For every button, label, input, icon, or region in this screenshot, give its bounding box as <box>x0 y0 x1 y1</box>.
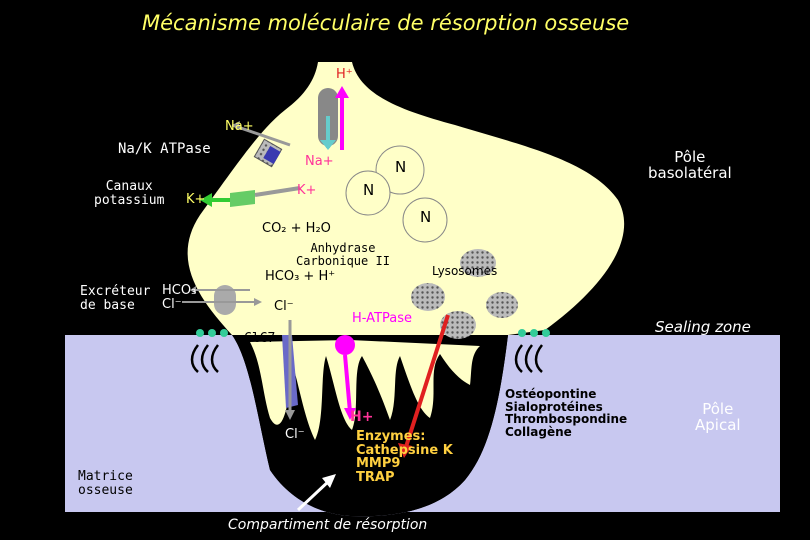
matrix-proteins-label: Ostéopontine Sialoprotéines Thrombospondine Collagène <box>505 387 628 439</box>
na-plus-top-label: Na+ <box>225 119 254 134</box>
na-k-atpase-label: Na/K ATPase <box>118 141 211 157</box>
co2-h2o-label: CO₂ + H₂O <box>262 221 331 236</box>
lysosome-2 <box>411 283 445 311</box>
lysosomes-label: Lysosomes <box>432 264 498 278</box>
potassium-channels-label: Canaux potassium <box>94 179 165 208</box>
resorption-compartment-label: Compartiment de résorption <box>228 517 428 533</box>
h-atpase-label: H-ATPase <box>352 311 412 326</box>
nucleus-1-label: N <box>395 158 407 176</box>
diagram-title: Mécanisme moléculaire de résorption osseuse <box>142 11 630 35</box>
acid-exporter-label: Excréteur d'acide <box>232 65 303 94</box>
h-plus-bottom-label: H+ <box>350 409 374 425</box>
hco3-left-label: HCO₃ <box>162 283 197 298</box>
enzymes-label: Enzymes: Cathepsine K MMP9 TRAP <box>356 429 453 485</box>
na-plus-mid-label: Na+ <box>305 154 334 169</box>
k-plus-mid-label: K+ <box>297 183 317 198</box>
clc7-label: ClC7 <box>244 331 276 346</box>
apical-pole-label: Pôle Apical <box>695 400 741 434</box>
cl-bottom-label: Cl⁻ <box>285 427 305 442</box>
k-plus-left-label: K+ <box>186 192 206 207</box>
bone-matrix-label: Matrice osseuse <box>78 469 133 498</box>
nucleus-3-label: N <box>420 208 432 226</box>
basolateral-pole-label: Pôle basolatéral <box>648 148 732 182</box>
cl-left-label: Cl⁻ <box>162 297 182 312</box>
nucleus-2-label: N <box>363 181 375 199</box>
carbonic-anhydrase-label: Anhydrase Carbonique II <box>296 241 390 268</box>
cl-mid-label: Cl⁻ <box>274 299 294 314</box>
sealing-zone-label: Sealing zone <box>655 318 751 336</box>
hco3-h-label: HCO₃ + H⁺ <box>265 269 336 284</box>
h-plus-top-label: H⁺ <box>336 67 353 82</box>
lysosome-3 <box>486 292 518 318</box>
base-exporter-label: Excréteur de base <box>80 284 151 313</box>
